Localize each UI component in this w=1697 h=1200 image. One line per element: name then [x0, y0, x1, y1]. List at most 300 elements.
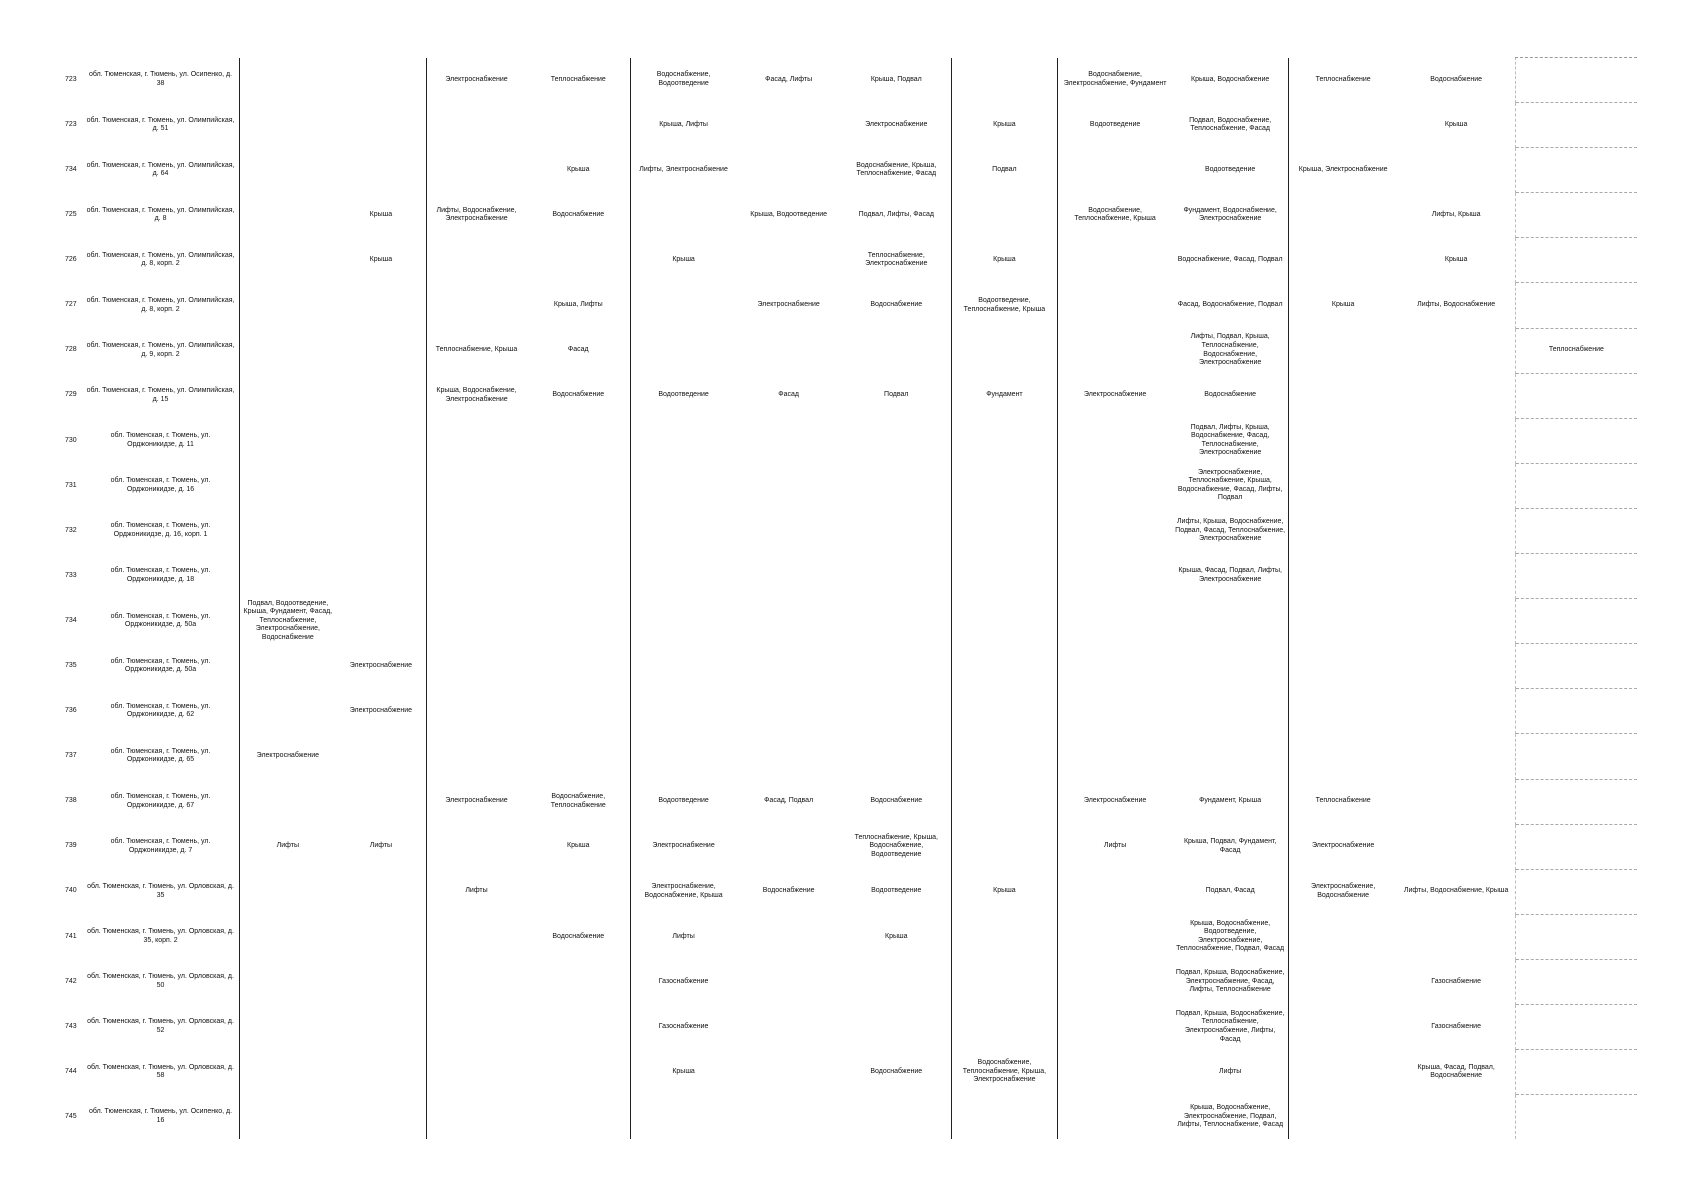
work-type-cell: Крыша, Водоснабжение, Электроснабжение, Подвал, Лифты, Теплоснабжение, Фасад — [1173, 1095, 1289, 1140]
address-cell: обл. Тюменская, г. Тюмень, ул. Орджоникидзе, д. 50а — [83, 644, 239, 689]
table-row — [57, 58, 1637, 103]
row-number: 723 — [65, 75, 77, 83]
row-number: 738 — [65, 797, 77, 805]
work-type-cell — [952, 779, 1057, 824]
work-type-cell: Крыша, Лифты — [659, 120, 708, 128]
work-type-cell: Теплоснабжение — [526, 58, 630, 103]
work-type-cell — [426, 283, 526, 328]
table-row — [57, 328, 1637, 373]
work-type-cell: Водоснабжение, Фасад, Подвал — [1173, 238, 1289, 283]
work-type-cell — [1057, 1095, 1173, 1140]
row-number: 729 — [65, 391, 77, 399]
work-type-cell — [1288, 103, 1397, 148]
work-type-cell: Лифты, Водоснабжение — [1417, 301, 1496, 309]
work-type-cell — [952, 193, 1057, 238]
work-type-cell — [239, 58, 336, 103]
work-type-cell: Теплоснабжение, Электроснабжение — [841, 238, 951, 283]
work-type-cell: Электроснабжение — [445, 797, 508, 805]
row-number: 725 — [65, 211, 77, 219]
work-type-cell — [1057, 1050, 1173, 1095]
work-type-cell — [631, 644, 736, 689]
work-type-cell — [1398, 779, 1516, 824]
table-row — [57, 824, 1637, 869]
work-type-cell — [1288, 554, 1397, 599]
work-type-cell — [736, 599, 841, 644]
work-type-cell — [336, 599, 426, 644]
work-type-cell — [426, 734, 526, 779]
work-type-cell — [239, 689, 336, 734]
table-row — [57, 238, 1637, 283]
row-number: 730 — [65, 436, 77, 444]
work-type-cell: Водоснабжение — [526, 373, 630, 418]
work-type-cell — [841, 418, 951, 463]
work-type-cell — [239, 779, 336, 824]
work-type-cell: Лифты — [276, 842, 300, 850]
work-type-cell: Крыша — [672, 1067, 695, 1075]
work-type-cell — [952, 328, 1057, 373]
work-type-cell: Крыша — [1444, 256, 1468, 264]
row-number: 740 — [65, 887, 77, 895]
work-type-cell — [1515, 373, 1637, 418]
work-type-cell — [526, 644, 630, 689]
table-row — [57, 869, 1637, 914]
work-type-cell — [336, 1050, 426, 1095]
row-number: 745 — [65, 1112, 77, 1120]
work-type-cell — [952, 418, 1057, 463]
work-type-cell: Электроснабжение, Теплоснабжение, Крыша, Водоснабжение, Фасад, Лифты, Подвал — [1173, 463, 1289, 508]
work-type-cell — [736, 463, 841, 508]
work-type-cell — [526, 238, 630, 283]
work-type-cell — [952, 959, 1057, 1004]
work-type-cell: Фундамент, Водоснабжение, Электроснабжение — [1173, 193, 1289, 238]
work-type-cell — [426, 959, 526, 1004]
work-type-cell — [1515, 824, 1637, 869]
work-type-cell — [526, 418, 630, 463]
work-type-cell — [239, 148, 336, 193]
work-type-cell: Водоснабжение — [526, 193, 630, 238]
work-type-cell: Крыша, Подвал — [841, 58, 951, 103]
work-type-cell — [239, 463, 336, 508]
work-type-cell: Крыша — [1331, 301, 1355, 309]
work-type-cell: Водоотведение — [1173, 148, 1289, 193]
work-type-cell — [841, 959, 951, 1004]
work-type-cell — [239, 959, 336, 1004]
row-number: 741 — [65, 932, 77, 940]
row-number: 742 — [65, 977, 77, 985]
work-type-cell: Крыша — [952, 103, 1057, 148]
work-type-cell — [1515, 238, 1637, 283]
row-number: 732 — [65, 526, 77, 534]
work-type-cell: Водоснабжение, Крыша, Теплоснабжение, Фасад — [841, 148, 951, 193]
work-type-cell: Электроснабжение — [652, 842, 715, 850]
work-type-cell — [1173, 689, 1289, 734]
work-type-cell — [952, 508, 1057, 553]
address-cell: обл. Тюменская, г. Тюмень, ул. Орловская, д. 58 — [83, 1050, 239, 1095]
work-type-cell: Лифты, Подвал, Крыша, Теплоснабжение, Водоснабжение, Электроснабжение — [1173, 328, 1289, 373]
work-type-cell — [1515, 463, 1637, 508]
work-type-cell — [526, 599, 630, 644]
work-type-cell — [1057, 418, 1173, 463]
work-type-cell — [239, 869, 336, 914]
work-type-cell: Подвал, Водоотведение, Крыша, Фундамент, Фасад, Теплоснабжение, Электроснабжение, Водоснабжение — [243, 599, 333, 642]
work-type-cell — [1057, 689, 1173, 734]
address-cell: обл. Тюменская, г. Тюмень, ул. Орловская, д. 35, корп. 2 — [83, 914, 239, 959]
address-cell: обл. Тюменская, г. Тюмень, ул. Орджоникидзе, д. 65 — [83, 734, 239, 779]
work-type-cell — [526, 554, 630, 599]
work-type-cell — [952, 914, 1057, 959]
work-type-cell: Подвал, Фасад — [1173, 869, 1289, 914]
work-type-cell — [426, 508, 526, 553]
work-type-cell — [631, 463, 736, 508]
work-type-cell: Электроснабжение — [1311, 842, 1375, 850]
work-type-cell: Лифты — [1173, 1050, 1289, 1095]
table-row — [57, 418, 1637, 463]
table-row — [57, 373, 1637, 418]
work-type-cell — [239, 283, 336, 328]
work-type-cell: Фундамент, Крыша — [1173, 779, 1289, 824]
work-type-cell: Электроснабжение — [256, 752, 319, 760]
work-type-cell: Крыша — [336, 238, 426, 283]
work-type-cell — [841, 734, 951, 779]
work-type-cell — [336, 779, 426, 824]
work-type-cell — [952, 554, 1057, 599]
work-type-cell — [1057, 869, 1173, 914]
work-type-cell: Крыша — [526, 148, 630, 193]
work-type-cell — [1515, 959, 1637, 1004]
work-type-cell — [1515, 1004, 1637, 1049]
work-type-cell: Газоснабжение — [658, 1022, 709, 1030]
work-type-cell — [336, 148, 426, 193]
work-type-cell — [1515, 418, 1637, 463]
work-type-cell — [1398, 1095, 1516, 1140]
work-type-cell — [1288, 1050, 1397, 1095]
work-type-cell: Лифты, Водоснабжение, Крыша — [1403, 887, 1509, 895]
work-type-cell — [426, 1050, 526, 1095]
work-type-cell: Водоснабжение — [841, 283, 951, 328]
address-cell: обл. Тюменская, г. Тюмень, ул. Орджоникидзе, д. 18 — [83, 554, 239, 599]
work-type-cell: Электроснабжение — [1083, 391, 1147, 399]
table-row — [57, 463, 1637, 508]
work-type-cell: Фасад, Подвал — [764, 797, 814, 805]
row-number: 735 — [65, 661, 77, 669]
work-type-cell — [526, 869, 630, 914]
work-type-cell: Крыша, Фасад, Подвал, Водоснабжение — [1417, 1063, 1495, 1080]
work-type-cell: Водоснабжение — [526, 914, 630, 959]
work-type-cell: Водоснабжение, Водоотведение — [656, 71, 711, 88]
work-type-cell: Подвал, Крыша, Водоснабжение, Теплоснабжение, Электроснабжение, Лифты, Фасад — [1173, 1004, 1289, 1049]
work-type-cell — [1515, 148, 1637, 193]
work-type-cell — [1288, 373, 1397, 418]
work-type-cell — [336, 508, 426, 553]
work-type-cell — [1057, 463, 1173, 508]
row-number: 736 — [65, 707, 77, 715]
spreadsheet-page — [57, 57, 1637, 1139]
work-type-cell — [736, 1095, 841, 1140]
work-type-cell — [1057, 554, 1173, 599]
address-cell: обл. Тюменская, г. Тюмень, ул. Осипенко, д. 38 — [83, 58, 239, 103]
table-row — [57, 914, 1637, 959]
work-type-cell — [1288, 1004, 1397, 1049]
work-type-cell: Лифты — [672, 932, 695, 940]
work-type-cell: Подвал, Крыша, Водоснабжение, Электроснабжение, Фасад, Лифты, Теплоснабжение — [1173, 959, 1289, 1004]
row-number: 744 — [65, 1067, 77, 1075]
work-type-cell: Теплоснабжение — [1315, 797, 1371, 805]
work-type-cell — [1398, 689, 1516, 734]
address-cell: обл. Тюменская, г. Тюмень, ул. Олимпийская, д. 51 — [83, 103, 239, 148]
work-type-cell — [736, 689, 841, 734]
work-type-cell: Теплоснабжение, Крыша — [435, 346, 518, 354]
work-type-cell: Водоснабжение, Электроснабжение, Фундамент — [1063, 71, 1167, 88]
work-type-cell — [239, 328, 336, 373]
table-row — [57, 599, 1637, 644]
work-type-cell — [1515, 599, 1637, 644]
work-type-cell — [952, 689, 1057, 734]
work-type-cell — [736, 1004, 841, 1049]
work-type-cell: Крыша, Фасад, Подвал, Лифты, Электроснабжение — [1173, 554, 1289, 599]
work-type-cell: Электроснабжение — [445, 75, 508, 83]
work-type-cell — [1288, 463, 1397, 508]
work-type-cell: Водоснабжение, Теплоснабжение, Крыша, Электроснабжение — [952, 1050, 1057, 1095]
work-type-cell — [631, 1095, 736, 1140]
address-cell: обл. Тюменская, г. Тюмень, ул. Орджоникидзе, д. 16 — [83, 463, 239, 508]
work-type-cell: Крыша — [1444, 120, 1468, 128]
work-type-cell — [736, 148, 841, 193]
work-type-cell — [336, 463, 426, 508]
work-type-cell — [336, 959, 426, 1004]
work-type-cell — [426, 238, 526, 283]
work-type-cell: Электроснабжение — [841, 103, 951, 148]
work-type-cell — [841, 689, 951, 734]
work-type-cell — [426, 103, 526, 148]
work-type-cell — [1515, 1095, 1637, 1140]
work-type-cell: Крыша, Лифты — [526, 283, 630, 328]
work-type-cell — [1288, 418, 1397, 463]
table-row — [57, 1095, 1637, 1140]
work-type-cell — [736, 959, 841, 1004]
work-type-cell — [336, 869, 426, 914]
work-type-cell — [1057, 328, 1173, 373]
work-type-cell — [526, 1050, 630, 1095]
row-number: 723 — [65, 120, 77, 128]
work-type-cell — [1057, 1004, 1173, 1049]
work-type-cell: Водоснабжение, Теплоснабжение — [526, 779, 630, 824]
table-row — [57, 193, 1637, 238]
table-body — [57, 58, 1637, 1140]
address-cell: обл. Тюменская, г. Тюмень, ул. Орловская, д. 35 — [83, 869, 239, 914]
work-type-cell — [1515, 283, 1637, 328]
address-cell: обл. Тюменская, г. Тюмень, ул. Олимпийская, д. 8, корп. 2 — [83, 283, 239, 328]
row-number: 739 — [65, 842, 77, 850]
work-type-cell — [736, 328, 841, 373]
address-cell: обл. Тюменская, г. Тюмень, ул. Олимпийская, д. 64 — [83, 148, 239, 193]
work-type-cell — [631, 689, 736, 734]
work-type-cell: Крыша — [526, 824, 630, 869]
work-type-cell — [1398, 373, 1516, 418]
work-type-cell — [1398, 463, 1516, 508]
work-type-cell: Лифты — [1103, 842, 1127, 850]
work-type-cell: Электроснабжение — [336, 689, 426, 734]
work-type-cell — [1288, 644, 1397, 689]
work-type-cell — [336, 1004, 426, 1049]
work-type-cell: Крыша, Водоотведение — [750, 211, 828, 219]
address-cell: обл. Тюменская, г. Тюмень, ул. Орловская, д. 52 — [83, 1004, 239, 1049]
address-cell: обл. Тюменская, г. Тюмень, ул. Олимпийская, д. 8 — [83, 193, 239, 238]
work-type-cell — [239, 554, 336, 599]
work-type-cell — [1288, 193, 1397, 238]
work-type-cell — [1515, 869, 1637, 914]
work-type-cell: Фасад, Водоснабжение, Подвал — [1173, 283, 1289, 328]
work-type-cell: Крыша, Подвал, Фундамент, Фасад — [1173, 824, 1289, 869]
work-type-cell — [1515, 103, 1637, 148]
row-number: 734 — [65, 616, 77, 624]
work-type-cell — [1173, 599, 1289, 644]
row-number: 737 — [65, 752, 77, 760]
work-type-cell: Лифты, Крыша, Водоснабжение, Подвал, Фасад, Теплоснабжение, Электроснабжение — [1173, 508, 1289, 553]
work-type-cell — [1398, 599, 1516, 644]
work-type-cell — [526, 508, 630, 553]
work-type-cell: Крыша — [952, 869, 1057, 914]
work-type-cell — [526, 959, 630, 1004]
address-cell: обл. Тюменская, г. Тюмень, ул. Орджоникидзе, д. 16, корп. 1 — [83, 508, 239, 553]
work-type-cell — [239, 1004, 336, 1049]
work-type-cell — [239, 914, 336, 959]
work-type-cell — [1398, 508, 1516, 553]
work-type-cell — [426, 1095, 526, 1140]
work-type-cell — [1398, 914, 1516, 959]
work-type-cell — [1057, 148, 1173, 193]
work-type-cell — [1398, 148, 1516, 193]
work-type-cell — [239, 238, 336, 283]
work-type-cell — [336, 554, 426, 599]
work-type-cell — [736, 914, 841, 959]
work-type-cell: Водоснабжение — [841, 1050, 951, 1095]
work-type-cell — [1398, 554, 1516, 599]
work-type-cell — [1398, 328, 1516, 373]
work-type-cell: Электроснабжение — [336, 644, 426, 689]
work-type-cell — [631, 599, 736, 644]
work-type-cell — [631, 734, 736, 779]
work-type-cell — [736, 824, 841, 869]
work-type-cell — [1515, 554, 1637, 599]
work-type-cell: Водоотведение — [1089, 120, 1141, 128]
work-type-cell — [1057, 508, 1173, 553]
work-type-cell — [631, 328, 736, 373]
work-type-cell — [426, 148, 526, 193]
work-type-cell: Лифты, Крыша — [1431, 211, 1481, 219]
work-type-cell: Крыша, Водоснабжение, Водоотведение, Электроснабжение, Теплоснабжение, Подвал, Фасад — [1173, 914, 1289, 959]
work-type-cell — [1515, 1050, 1637, 1095]
work-type-cell — [336, 283, 426, 328]
address-cell: обл. Тюменская, г. Тюмень, ул. Орджоникидзе, д. 62 — [83, 689, 239, 734]
work-type-cell — [1288, 959, 1397, 1004]
work-type-cell — [1057, 644, 1173, 689]
work-type-cell: Крыша — [672, 256, 695, 264]
row-number: 731 — [65, 481, 77, 489]
work-type-cell: Подвал, Лифты, Крыша, Водоснабжение, Фасад, Теплоснабжение, Электроснабжение — [1173, 418, 1289, 463]
work-type-cell: Электроснабжение — [1083, 797, 1147, 805]
address-cell: обл. Тюменская, г. Тюмень, ул. Орджоникидзе, д. 7 — [83, 824, 239, 869]
work-type-cell — [426, 644, 526, 689]
work-type-cell — [1288, 328, 1397, 373]
work-type-cell — [336, 418, 426, 463]
work-type-cell — [239, 373, 336, 418]
address-cell: обл. Тюменская, г. Тюмень, ул. Осипенко, д. 16 — [83, 1095, 239, 1140]
work-type-cell — [1057, 599, 1173, 644]
work-type-cell: Лифты, Водоснабжение, Электроснабжение — [436, 206, 517, 223]
work-type-cell — [1173, 644, 1289, 689]
work-type-cell — [1398, 734, 1516, 779]
work-type-cell: Фундамент — [952, 373, 1057, 418]
work-type-cell: Лифты, Электроснабжение — [639, 165, 728, 173]
work-type-cell — [1398, 824, 1516, 869]
work-type-cell — [841, 463, 951, 508]
work-type-cell: Электроснабжение, Водоснабжение — [1310, 883, 1376, 899]
work-type-cell — [239, 644, 336, 689]
work-type-cell — [841, 508, 951, 553]
work-type-cell: Подвал, Лифты, Фасад — [841, 193, 951, 238]
work-type-cell — [426, 463, 526, 508]
work-type-cell: Фасад — [778, 391, 799, 399]
work-type-cell — [1515, 58, 1637, 103]
work-type-cell — [336, 373, 426, 418]
work-type-cell: Подвал, Водоснабжение, Теплоснабжение, Фасад — [1173, 103, 1289, 148]
work-type-cell: Электроснабжение, Водоснабжение, Крыша — [644, 883, 723, 899]
work-type-cell — [239, 193, 336, 238]
work-type-cell — [239, 1095, 336, 1140]
work-type-cell — [736, 554, 841, 599]
work-type-cell: Подвал — [841, 373, 951, 418]
address-cell: обл. Тюменская, г. Тюмень, ул. Орджоникидзе, д. 11 — [83, 418, 239, 463]
table-row — [57, 283, 1637, 328]
work-type-cell — [426, 914, 526, 959]
work-type-cell — [239, 1050, 336, 1095]
work-type-cell: Водоотведение — [658, 391, 709, 399]
work-type-cell — [631, 193, 736, 238]
row-number: 743 — [65, 1022, 77, 1030]
address-cell: обл. Тюменская, г. Тюмень, ул. Орджоникидзе, д. 50а — [83, 599, 239, 644]
work-type-cell — [336, 1095, 426, 1140]
work-type-cell — [1288, 914, 1397, 959]
work-type-cell: Крыша — [336, 193, 426, 238]
address-cell: обл. Тюменская, г. Тюмень, ул. Олимпийская, д. 15 — [83, 373, 239, 418]
work-type-cell: Фасад, Лифты — [765, 75, 813, 83]
work-type-cell: Лифты — [336, 824, 426, 869]
work-type-cell — [1288, 238, 1397, 283]
work-type-cell — [336, 103, 426, 148]
table-row — [57, 508, 1637, 553]
work-type-cell — [1515, 508, 1637, 553]
table-row — [57, 959, 1637, 1004]
work-type-cell: Водоснабжение — [841, 779, 951, 824]
work-type-cell: Электроснабжение — [757, 301, 820, 309]
work-type-cell: Газоснабжение — [658, 977, 709, 985]
work-type-cell — [336, 328, 426, 373]
work-type-cell — [1515, 914, 1637, 959]
work-type-cell — [736, 103, 841, 148]
work-type-cell — [952, 734, 1057, 779]
work-type-cell — [1515, 689, 1637, 734]
work-type-cell — [952, 463, 1057, 508]
work-type-cell — [526, 1004, 630, 1049]
work-type-cell — [526, 103, 630, 148]
work-type-cell — [841, 644, 951, 689]
work-type-cell — [952, 1004, 1057, 1049]
work-type-cell: Крыша — [952, 238, 1057, 283]
work-type-cell: Водоснабжение, Теплоснабжение, Крыша — [1074, 206, 1156, 223]
work-type-cell: Водоснабжение — [762, 887, 815, 895]
work-type-cell — [1057, 914, 1173, 959]
work-type-cell: Водоснабжение — [1430, 75, 1483, 83]
